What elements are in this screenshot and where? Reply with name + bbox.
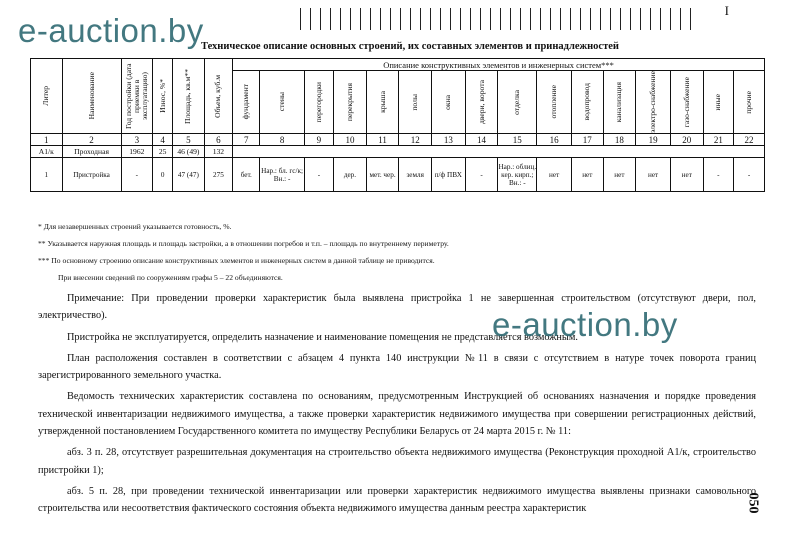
header-ceilings: перекрытия: [334, 71, 367, 134]
paragraph: Пристройка не эксплуатируется, определить назначение и наименование помещения не представляется возможным.: [67, 331, 578, 343]
header-partitions: перегородки: [304, 71, 333, 134]
table-row: А1/к Проходная 1962 25 46 (49) 132: [31, 146, 765, 158]
footnote: *** По основному строению описание конструктивных элементов и инженерных систем в данной таблице не приводится.: [38, 256, 435, 265]
paragraph: Примечание: При проведении проверки характеристик была выявлена пристройка 1 не завершенная строительством (отсутствуют двери, пол, электричество).: [38, 293, 756, 322]
header-liter: Литер: [31, 59, 63, 134]
page-number: 050: [745, 492, 761, 514]
corner-mark: I: [724, 3, 729, 18]
page-title: Техническое описание основных строений, их составных элементов и принадлежностей: [201, 41, 619, 52]
header-windows: окна: [432, 71, 466, 134]
header-area: Площадь, кв.м**: [173, 59, 205, 134]
header-name: Наименование: [62, 59, 121, 134]
header-other: иные: [703, 71, 734, 134]
table-row: 1 Пристройка - 0 47 (47) 275 бет. Нар.: бл. гс/к; Вн.: - - дер. мет. чер. земля п/ф ПВХ - Нар.: облиц. кер. кирп.; Вн.: - нет нет нет нет нет - -: [31, 158, 765, 192]
footnotes: [38, 218, 449, 286]
watermark-top: e-auction.by: [18, 12, 204, 49]
footnote: ** Указывается наружная площадь и площадь застройки, а в отношении погребов и т.п. – площадь по внутреннему периметру.: [38, 239, 449, 248]
header-volume: Объем, куб.м: [204, 59, 232, 134]
watermark-middle: e-auction.by: [492, 306, 678, 343]
paragraph: План расположения составлен в соответствии с абзацем 4 пункта 140 инструкции №11 в связи с отсутствием в натуре точек поворота границ зарегистрированного земельного участка.: [38, 352, 756, 382]
header-roof: крыша: [366, 71, 399, 134]
header-floors: полы: [399, 71, 432, 134]
header-walls: стены: [260, 71, 304, 134]
barcode-ticks: [300, 8, 710, 36]
header-year: Год постройки (дата приемки в эксплуатацию): [121, 59, 153, 134]
header-doors: двери, ворота: [465, 71, 498, 134]
paragraph: Ведомость технических характеристик составлена по основаниям, предусмотренным Инструкцией об основаниях назначения и порядке проведения технической инвентаризации недвижимого имущества, а также проверки характеристик недвижимого имущества при совершении регистрационных действий, утвержденной постановлением Государственного комитета по имуществу Республики Беларусь от 24 марта 2015 г. № 11:: [38, 391, 756, 438]
footnote: При внесении сведений по сооружениям графы 5 – 22 объединяются.: [58, 273, 283, 282]
paragraph: абз. 5 п. 28, при проведении технической инвентаризации или проверки характеристик недвижимого имущества выявлены признаки самовольного строительства или несоответствия фактического состояния объекта недвижимого имущества данным реестра характеристик: [38, 485, 756, 515]
characteristics-table: [30, 58, 765, 192]
header-misc: прочие: [734, 71, 765, 134]
header-gas: газо-снабжение: [670, 71, 703, 134]
header-wear: Износ, %*: [153, 59, 173, 134]
header-water: водопровод: [572, 71, 604, 134]
footnote: * Для незавершенных строений указывается готовность, %.: [38, 222, 232, 231]
header-electric: электро-снабжение: [636, 71, 671, 134]
header-group: Описание конструктивных элементов и инженерных систем***: [233, 59, 765, 71]
header-finish: отделка: [498, 71, 537, 134]
header-heating: отопление: [537, 71, 572, 134]
header-sewer: канализация: [603, 71, 636, 134]
header-foundation: фундамент: [233, 71, 260, 134]
paragraph: абз. 3 п. 28, отсутствует разрешительная документация на строительство объекта недвижимого имущества (Реконструкция проходной А1/к, строительство пристройки 1);: [38, 447, 756, 476]
column-numbers-row: 1 2 3 4 5 6 7 8 9 10 11 12 13 14 15 16 17 18 19 20 21 22: [31, 134, 765, 146]
